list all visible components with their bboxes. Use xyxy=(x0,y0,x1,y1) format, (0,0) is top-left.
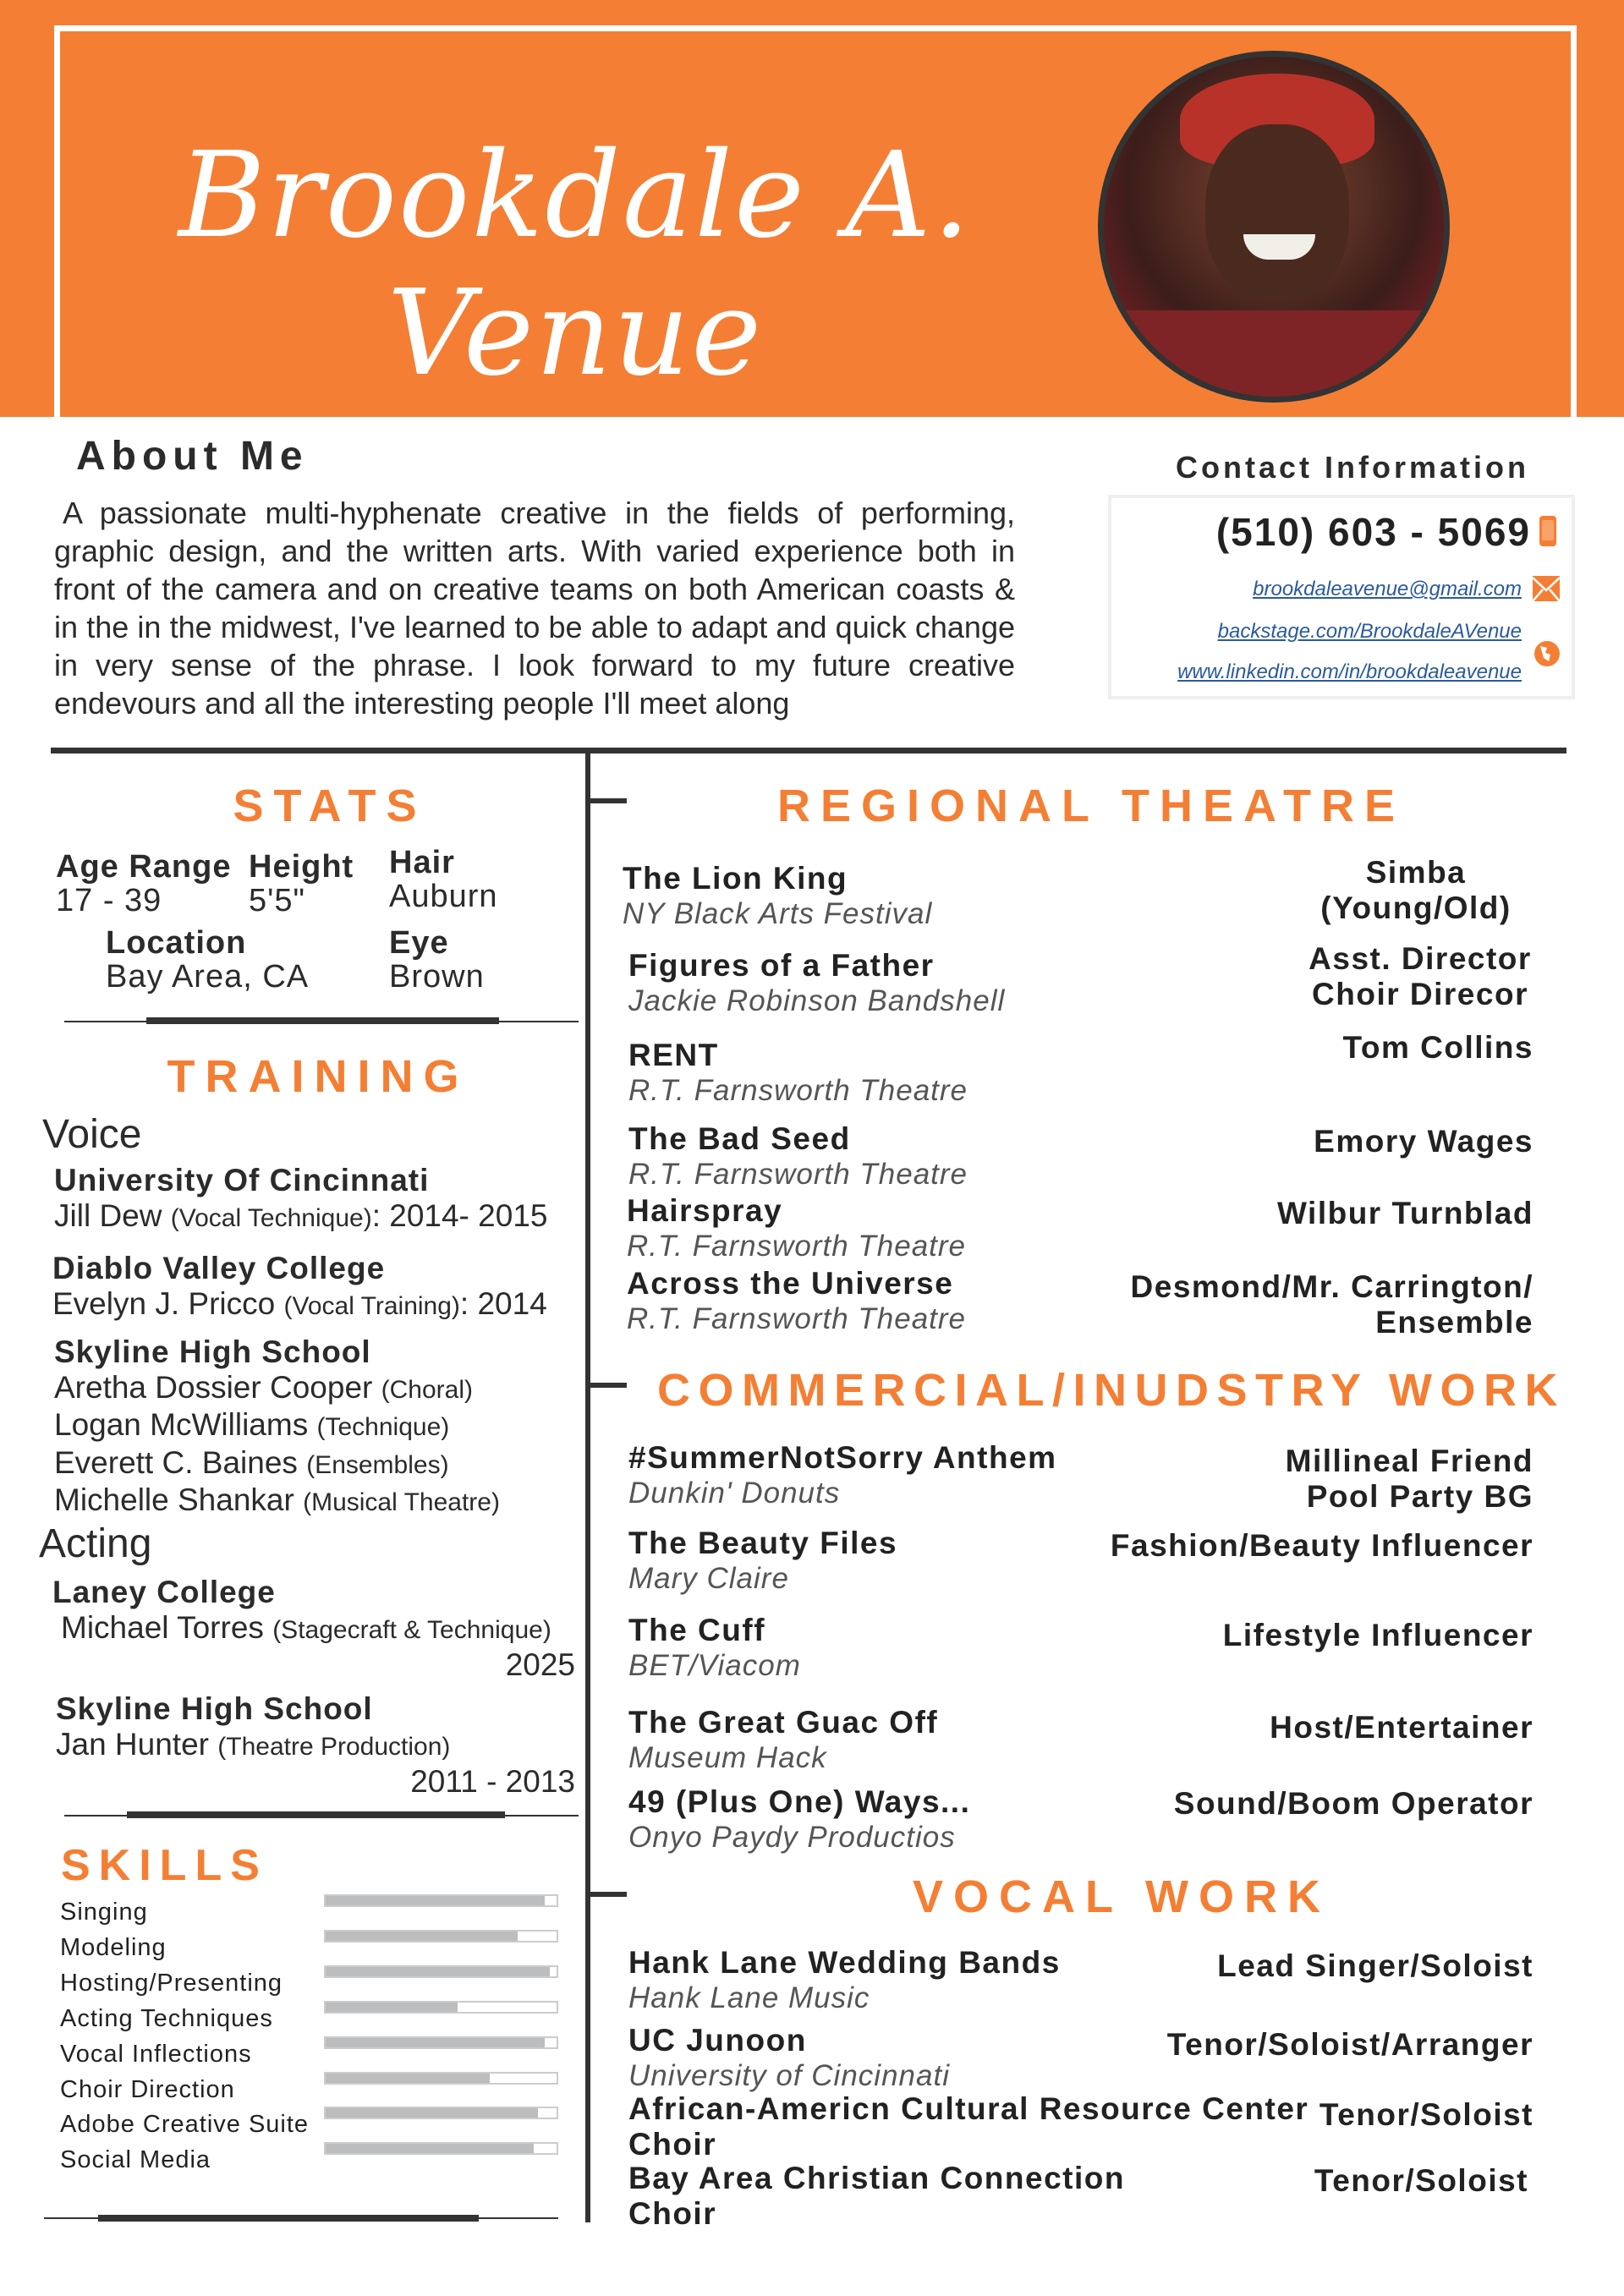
vocal-entry: UC Junoon University of Cincinnati xyxy=(628,2023,950,2092)
skill-label: Singing xyxy=(60,1899,148,1926)
section-tick xyxy=(590,1383,627,1388)
profile-photo xyxy=(1098,51,1450,403)
skill-level-bar xyxy=(324,1894,558,1907)
regional-entry: Hairspray R.T. Farnsworth Theatre xyxy=(627,1193,967,1263)
vocal-title: VOCAL WORK xyxy=(913,1871,1330,1922)
skill-label: Hosting/Presenting xyxy=(60,1969,283,1997)
regional-role: Wilbur Turnblad xyxy=(1276,1196,1533,1230)
regional-role: Tom Collins xyxy=(1342,1030,1533,1065)
name-signature: Brookdale A. Venue xyxy=(178,127,973,403)
skill-level-bar xyxy=(324,2107,558,2119)
skill-label: Choir Direction xyxy=(60,2075,235,2103)
vocal-entry: Hank Lane Wedding Bands Hank Lane Music xyxy=(628,1945,1061,2014)
regional-title: REGIONAL THEATRE xyxy=(776,781,1406,831)
skill-level-fill xyxy=(326,2108,538,2118)
training-title: TRAINING xyxy=(167,1051,469,1102)
skills-title: SKILLS xyxy=(61,1841,268,1890)
regional-entry: Across the Universe R.T. Farnsworth Theatre xyxy=(627,1266,967,1335)
commercial-role: Millineal Friend Pool Party BG xyxy=(1285,1444,1533,1514)
vocal-entry: African-Americn Cultural Resource Center Choir xyxy=(628,2091,1309,2162)
skill-level-bar xyxy=(324,2142,558,2155)
globe-icon xyxy=(1533,639,1561,668)
stat-hair: Hair Auburn xyxy=(389,845,498,914)
stat-eye: Eye Brown xyxy=(389,925,485,995)
frame-top xyxy=(54,25,1577,31)
regional-entry: The Bad Seed R.T. Farnsworth Theatre xyxy=(628,1121,968,1191)
divider-thick xyxy=(146,1017,499,1024)
stats-title: STATS xyxy=(233,781,427,831)
commercial-role: Sound/Boom Operator xyxy=(1173,1786,1533,1821)
commercial-role: Lifestyle Influencer xyxy=(1222,1618,1533,1652)
email-link[interactable]: brookdaleavenue@gmail.com xyxy=(1253,578,1522,600)
commercial-title: COMMERCIAL/INUDSTRY WORK xyxy=(657,1365,1566,1416)
regional-role: Simba (Young/Old) xyxy=(1320,855,1512,925)
training-entry: Skyline High School Jan Hunter (Theatre Production) 2011 - 2013 xyxy=(56,1691,575,1799)
training-entry: Skyline High School Aretha Dossier Cooper (Choral) Logan McWilliams (Technique) Everett C. Baines (Ensembles) Michelle Shankar (Musical Theatre) xyxy=(54,1334,500,1517)
divider-thick xyxy=(98,2215,479,2222)
stat-location: Location Bay Area, CA xyxy=(106,925,310,995)
about-text: A passionate multi-hyphenate creative in the fields of performing, graphic design, and the written arts. With varied experience both in front of the camera and on creative teams on both American coasts & in the in the midwest, I've learned to be able to adapt and quick change in very sense of the phrase. I look forward to my future creative endevours and all the interesting people I'll meet along xyxy=(54,496,1015,721)
frame-left xyxy=(54,25,60,417)
column-divider xyxy=(585,751,590,2222)
regional-entry: The Lion King NY Black Arts Festival xyxy=(623,861,933,930)
training-entry: University Of Cincinnati Jill Dew (Vocal Technique): 2014- 2015 xyxy=(54,1163,548,1233)
regional-role: Desmond/Mr. Carrington/ Ensemble xyxy=(1130,1269,1533,1340)
skill-level-fill xyxy=(326,1932,518,1941)
skill-label: Acting Techniques xyxy=(60,2004,273,2032)
section-tick xyxy=(590,798,627,803)
vocal-role: Tenor/Soloist xyxy=(1314,2163,1528,2198)
training-entry: Diablo Valley College Evelyn J. Pricco (Vocal Training): 2014 xyxy=(52,1251,547,1321)
regional-entry: RENT R.T. Farnsworth Theatre xyxy=(628,1038,968,1107)
skill-label: Social Media xyxy=(60,2146,211,2174)
skill-label: Modeling xyxy=(60,1933,167,1961)
regional-entry: Figures of a Father Jackie Robinson Bandshell xyxy=(628,948,1006,1017)
skill-level-bar xyxy=(324,2036,558,2049)
skill-level-fill xyxy=(326,2038,545,2047)
commercial-role: Fashion/Beauty Influencer xyxy=(1110,1528,1533,1563)
skill-level-bar xyxy=(324,2072,558,2085)
section-divider xyxy=(51,748,1566,753)
training-entry: Laney College Michael Torres (Stagecraft & Technique) 2025 xyxy=(52,1575,575,1682)
commercial-entry: #SummerNotSorry Anthem Dunkin' Donuts xyxy=(628,1440,1057,1510)
vocal-entry: Bay Area Christian Connection Choir xyxy=(628,2161,1125,2231)
vocal-role: Tenor/Soloist xyxy=(1319,2097,1533,2132)
skill-label: Vocal Inflections xyxy=(60,2040,252,2068)
commercial-entry: The Great Guac Off Museum Hack xyxy=(628,1705,939,1774)
skill-level-bar xyxy=(324,2001,558,2014)
skill-label: Adobe Creative Suite xyxy=(60,2111,310,2139)
about-title: About Me xyxy=(76,434,309,479)
phone-icon xyxy=(1539,516,1556,546)
skill-level-fill xyxy=(326,2003,458,2012)
commercial-entry: The Beauty Files Mary Claire xyxy=(628,1526,898,1595)
skill-level-bar xyxy=(324,1930,558,1943)
mail-icon xyxy=(1533,576,1560,601)
phone-number[interactable]: (510) 603 - 5069 xyxy=(1215,510,1531,554)
commercial-role: Host/Entertainer xyxy=(1270,1710,1533,1745)
linkedin-link[interactable]: www.linkedin.com/in/brookdaleavenue xyxy=(1177,660,1522,683)
regional-role: Asst. Director Choir Direcor xyxy=(1309,941,1532,1011)
commercial-entry: The Cuff BET/Viacom xyxy=(628,1613,801,1682)
regional-role: Emory Wages xyxy=(1314,1124,1533,1159)
stat-age: Age Range 17 - 39 xyxy=(56,849,232,918)
skill-level-fill xyxy=(326,1896,545,1905)
acting-heading: Acting xyxy=(39,1521,152,1566)
divider-thick xyxy=(127,1811,505,1818)
backstage-link[interactable]: backstage.com/BrookdaleAVenue xyxy=(1217,620,1522,643)
voice-heading: Voice xyxy=(42,1112,142,1157)
vocal-role: Tenor/Soloist/Arranger xyxy=(1166,2027,1533,2062)
frame-right xyxy=(1571,25,1577,417)
vocal-role: Lead Singer/Soloist xyxy=(1217,1948,1533,1983)
skill-level-fill xyxy=(326,2074,490,2083)
section-tick xyxy=(590,1892,627,1897)
skill-level-fill xyxy=(326,2144,534,2153)
skill-level-bar xyxy=(324,1965,558,1978)
commercial-entry: 49 (Plus One) Ways... Onyo Paydy Productios xyxy=(628,1784,971,1854)
stat-height: Height 5'5" xyxy=(249,849,354,918)
skill-level-fill xyxy=(326,1967,550,1976)
contact-title: Contact Information xyxy=(1176,450,1529,485)
